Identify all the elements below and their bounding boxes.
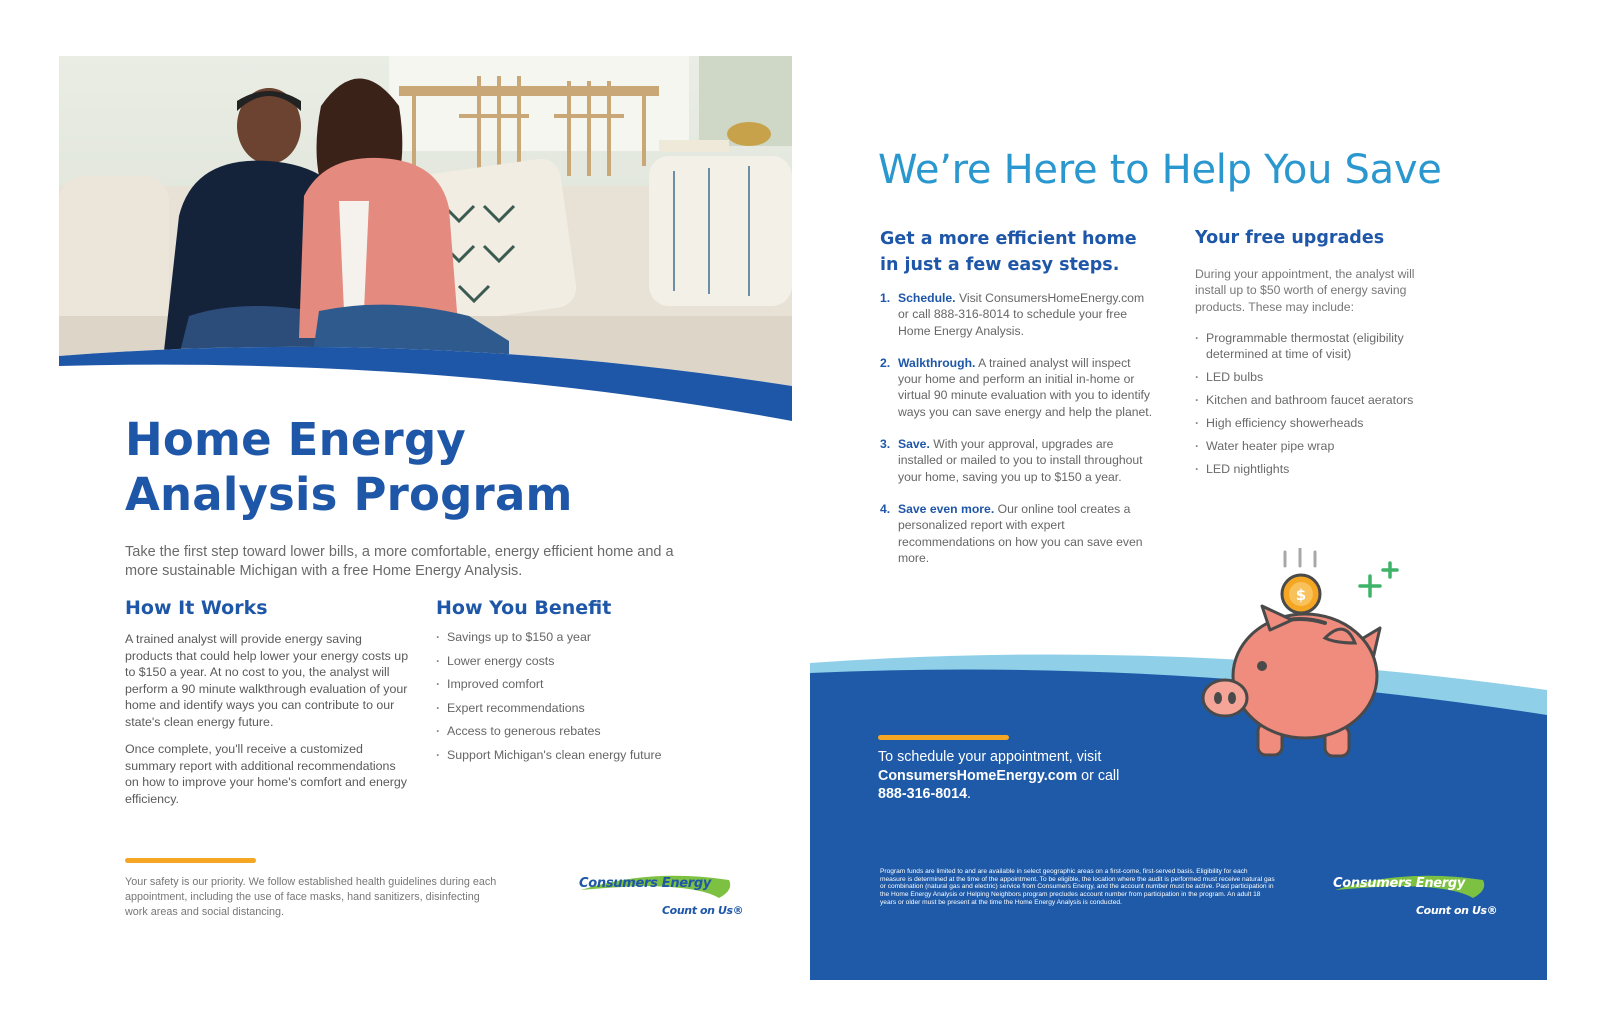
orange-divider <box>125 858 256 863</box>
benefit-item: · Lower energy costs <box>436 654 662 678</box>
step-label: Save. <box>898 437 930 452</box>
blue-panel-shape <box>810 645 1547 980</box>
step-number: 2. <box>880 355 891 370</box>
title-line-2: Analysis Program <box>125 468 573 521</box>
upgrade-item: · LED nightlights <box>1195 461 1455 477</box>
free-upgrades-intro: During your appointment, the analyst will install up to $50 worth of energy saving products. These may include: <box>1195 267 1415 314</box>
orange-divider <box>878 735 1009 740</box>
step-number: 4. <box>880 501 891 516</box>
step-label: Save even more. <box>898 501 995 516</box>
step-item <box>880 436 1155 485</box>
step-text: Visit ConsumersHomeEnergy.com or call 888-316-8014 to schedule your free Home Energy Analysis. <box>898 291 1145 338</box>
benefit-item: · Support Michigan's clean energy future <box>436 748 662 772</box>
logo-tagline: Count on Us® <box>662 904 744 917</box>
free-upgrades-heading: Your free upgrades <box>1195 228 1385 248</box>
safety-note: Your safety is our priority. We follow established health guidelines during each appointment, including the use of face masks, hand sanitizers, disinfecting work areas and social distancing. <box>125 876 497 918</box>
right-page-title: We’re Here to Help You Save <box>878 147 1442 193</box>
steps-heading <box>880 226 1170 278</box>
step-text: With your approval, upgrades are installed or mailed to you to install throughout your home, saving you up to $150 a year. <box>898 437 1143 484</box>
cta-middle: or call <box>1081 767 1120 784</box>
benefit-list <box>436 630 662 772</box>
step-item <box>880 355 1155 420</box>
logo-name: Consumers Energy <box>579 876 712 891</box>
consumers-energy-logo <box>579 866 744 924</box>
blue-footer-panel <box>810 645 1547 980</box>
upgrade-item: · LED bulbs <box>1195 369 1455 385</box>
upgrade-item: · High efficiency showerheads <box>1195 415 1455 431</box>
step-label: Schedule. <box>898 291 956 305</box>
consumers-energy-logo <box>1333 866 1498 924</box>
step-label: Walkthrough. <box>898 355 976 370</box>
steps-list <box>880 290 1155 566</box>
upgrade-item: · Water heater pipe wrap <box>1195 438 1455 454</box>
fine-print: Program funds are limited to and are available in select geographic areas on a first-come, first-served basis. Eligibility for each measure is determined at the time of the appointment. To be eligible, the location where the audit is performed must receive natural gas or combination (natural gas and electric) service from Consumers Energy, and the account number must be active. Past participation in the Home Energy Analysis or Helping Neighbors program precludes account number from participation in the program. An adult 18 years or older must be present at the time the Home Energy Analysis is conducted. <box>880 868 1275 906</box>
schedule-cta <box>878 748 1163 804</box>
coin-symbol: $ <box>1295 586 1307 604</box>
step-text: A trained analyst will inspect your home and perform an initial in-home or virtual 90 minute evaluation with you to identify ways you can save energy and help the planet. <box>898 355 1153 419</box>
step-item <box>880 501 1155 566</box>
step-number: 1. <box>880 291 891 305</box>
how-it-works-heading: How It Works <box>125 597 268 619</box>
step-item <box>880 290 1155 339</box>
cta-website-link[interactable]: ConsumersHomeEnergy.com <box>878 767 1078 784</box>
how-it-works-paragraph-1: A trained analyst will provide energy saving products that could help lower your energy costs up to $150 a year. At no cost to you, the analyst will perform a 90 minute walkthrough evaluation of your home and identify ways you can contribute to our state's clean energy future. <box>125 632 409 729</box>
piggy-bank-icon <box>1200 548 1410 778</box>
benefit-item: · Expert recommendations <box>436 701 662 725</box>
how-you-benefit-heading: How You Benefit <box>436 597 612 619</box>
free-upgrades-list <box>1195 330 1455 484</box>
steps-heading-line-1: Get a more efficient home <box>880 229 1137 249</box>
step-number: 3. <box>880 437 891 452</box>
page-title <box>125 412 573 522</box>
cta-prefix: To schedule your appointment, visit <box>878 749 1102 765</box>
cta-suffix: . <box>967 786 972 802</box>
logo-tagline: Count on Us® <box>1416 904 1498 917</box>
steps-heading-line-2: in just a few easy steps. <box>880 255 1120 275</box>
intro-text: Take the first step toward lower bills, a more comfortable, energy efficient home and a more sustainable Michigan with a free Home Energy Analysis. <box>125 544 674 579</box>
couple-on-sofa-illustration <box>59 56 792 429</box>
benefit-item: · Access to generous rebates <box>436 724 662 748</box>
benefit-item: · Improved comfort <box>436 677 662 701</box>
hero-photo <box>59 56 792 429</box>
benefit-item: · Savings up to $150 a year <box>436 630 662 654</box>
step-text: Our online tool creates a personalized report with expert recommendations on how you can save even more. <box>898 501 1143 565</box>
cta-phone-number[interactable]: 888-316-8014 <box>878 786 968 802</box>
logo-name: Consumers Energy <box>1333 876 1466 891</box>
title-line-1: Home Energy <box>125 413 466 466</box>
how-it-works-paragraph-2: Once complete, you'll receive a customized summary report with additional recommendations on how to improve your home's comfort and energy efficiency. <box>125 742 407 806</box>
upgrade-item: · Kitchen and bathroom faucet aerators <box>1195 392 1455 408</box>
upgrade-item: · Programmable thermostat (eligibility determined at time of visit) <box>1195 330 1455 362</box>
